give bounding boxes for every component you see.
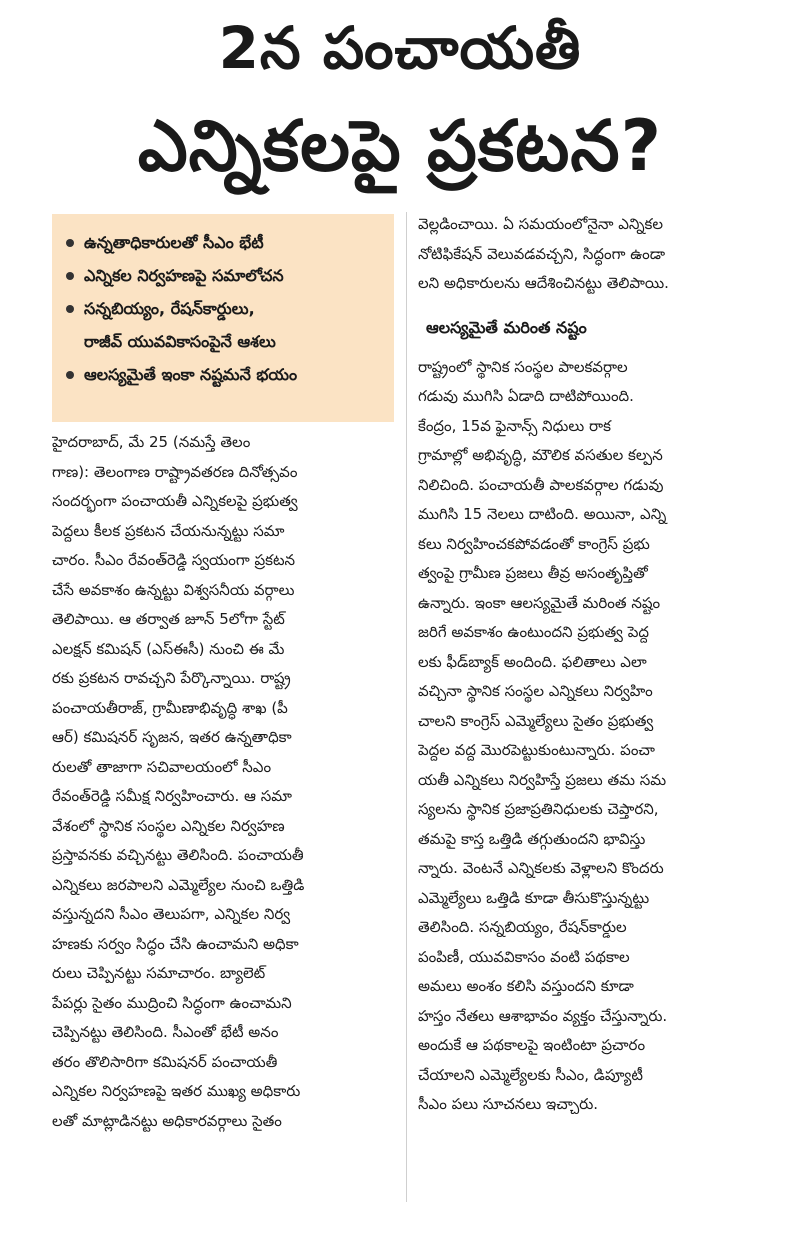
text-line: నోటిఫికేషన్ వెలువడవచ్చని, సిద్ధంగా ఉండా <box>418 244 666 263</box>
highlight-item <box>64 325 384 358</box>
text-line: రకు ప్రకటన రావచ్చని పేర్కొన్నాయి. రాష్ట్ర <box>52 669 291 687</box>
highlight-text: సన్నబియ్యం, రేషన్‌కార్డులు, <box>84 299 255 318</box>
text-line: చేసే అవకాశం ఉన్నట్టు విశ్వసనీయ వర్గాలు <box>52 580 295 599</box>
highlight-item <box>64 292 384 325</box>
right-column-body <box>418 353 778 1120</box>
text-line: గడువు ముగిసి ఏడాది దాటిపోయింది. <box>418 387 634 405</box>
headline <box>0 0 800 205</box>
text-line: ప్రస్తావనకు వచ్చినట్టు తెలిసింది. పంచాయతీ <box>52 846 304 864</box>
text-line: యతీ ఎన్నికలు నిర్వహిస్తే ప్రజలు తమ సమ <box>418 770 667 789</box>
subheading: ఆలస్యమైతే మరింత నష్టం <box>426 317 587 337</box>
left-column <box>52 428 410 1136</box>
text-line: తరం తొలిసారిగా కమిషనర్ పంచాయతీ <box>52 1052 278 1071</box>
text-line: హైదరాబాద్, మే 25 (నమస్తే తెలం <box>52 433 251 451</box>
text-line: సీఎం పలు సూచనలు ఇచ్చారు. <box>418 1095 599 1113</box>
text-line: వచ్చినా స్థానిక సంస్థల ఎన్నికలు నిర్వహిం <box>418 682 653 700</box>
text-line: చేయాలని ఎమ్మెల్యేలకు సీఎం, డిప్యూటీ <box>418 1065 643 1084</box>
text-line: తెలిసింది. సన్నబియ్యం, రేషన్‌కార్డుల <box>418 918 627 936</box>
highlight-item <box>64 226 384 259</box>
text-line: లతో మాట్లాడినట్టు అధికారవర్గాలు సైతం <box>52 1111 282 1130</box>
text-line: త్వంపై గ్రామీణ ప్రజలు తీవ్ర అసంతృప్తితో <box>418 564 648 582</box>
text-line: నిలిచింది. పంచాయతీ పాలకవర్గాల గడువు <box>418 475 664 494</box>
text-line: వెల్లడించాయి. ఏ సమయంలోనైనా ఎన్నికల <box>418 215 663 233</box>
highlights-box <box>52 214 394 422</box>
right-column-top <box>418 210 778 299</box>
text-line: హణకు సర్వం సిద్ధం చేసి ఉంచామని అధికా <box>52 934 299 953</box>
text-line: స్యలను స్థానిక ప్రజాప్రతినిధులకు చెప్తారని, <box>418 800 659 818</box>
highlight-text: ఆలస్యమైతే ఇంకా నష్టమనే భయం <box>84 365 298 384</box>
text-line: కలు నిర్వహించకపోవడంతో కాంగ్రెస్ ప్రభు <box>418 534 650 553</box>
headline-line-2: ఎన్నికలపై ప్రకటన? <box>137 105 663 187</box>
text-line: లని అధికారులను ఆదేశించినట్టు తెలిపాయి. <box>418 274 669 292</box>
highlights-list <box>64 226 384 391</box>
text-line: ఉన్నారు. ఇంకా ఆలస్యమైతే మరింత నష్టం <box>418 593 661 612</box>
text-line: చారం. సీఎం రేవంత్‌రెడ్డి స్వయంగా ప్రకటన <box>52 551 296 569</box>
headline-line-1: 2న పంచాయతీ <box>218 14 582 82</box>
text-line: సందర్భంగా పంచాయతీ ఎన్నికలపై ప్రభుత్వ <box>52 492 298 510</box>
text-line: ఎన్నికలు జరపాలని ఎమ్మెల్యేల నుంచి ఒత్తిడి <box>52 875 305 894</box>
text-line: చాలని కాంగ్రెస్ ఎమ్మెల్యేలు సైతం ప్రభుత్వ <box>418 711 654 730</box>
text-line: కేంద్రం, 15వ ఫైనాన్స్ నిధులు రాక <box>418 416 611 435</box>
text-line: వేశంలో స్థానిక సంస్థల ఎన్నికల నిర్వహణ <box>52 816 285 835</box>
text-line: వస్తున్నదని సీఎం తెలుపగా, ఎన్నికల నిర్వ <box>52 905 291 923</box>
text-line: రులతో తాజాగా సచివాలయంలో సీఎం <box>52 757 272 776</box>
text-line: చెప్పినట్టు తెలిసింది. సీఎంతో భేటీ అనం <box>52 1023 279 1041</box>
text-line: న్నారు. వెంటనే ఎన్నికలకు వెళ్లాలని కొందరు <box>418 859 664 877</box>
text-line: రులు చెప్పినట్టు సమాచారం. బ్యాలెట్ <box>52 964 266 982</box>
text-line: ముగిసి 15 నెలలు దాటింది. అయినా, ఎన్ని <box>418 505 667 523</box>
text-line: ఆర్) కమిషనర్ సృజన, ఇతర ఉన్నతాధికా <box>52 728 292 746</box>
highlight-text: ఉన్నతాధికారులతో సీఎం భేటీ <box>84 233 264 252</box>
text-line: పెద్దలు కీలక ప్రకటన చేయనున్నట్టు సమా <box>52 521 285 540</box>
text-line: పేపర్లు సైతం ముద్రించి సిద్ధంగా ఉంచామని <box>52 993 292 1012</box>
bullet-icon <box>66 371 74 379</box>
bullet-icon <box>66 272 74 280</box>
text-line: తెలిపాయి. ఆ తర్వాత జూన్ 5లోగా స్టేట్ <box>52 610 285 628</box>
text-line: గాణ): తెలంగాణ రాష్ట్రావతరణ దినోత్సవం <box>52 462 298 481</box>
highlight-item <box>64 259 384 292</box>
text-line: పెద్దల వద్ద మొరపెట్టుకుంటున్నారు. పంచా <box>418 741 655 759</box>
text-line: పంపిణీ, యువవికాసం వంటి పథకాల <box>418 947 630 966</box>
text-line: హస్తం నేతలు ఆశాభావం వ్యక్తం చేస్తున్నారు. <box>418 1006 668 1025</box>
text-line: అందుకే ఆ పథకాలపై ఇంటింటా ప్రచారం <box>418 1036 646 1054</box>
text-line: ఎన్నికల నిర్వహణపై ఇతర ముఖ్య అధికారు <box>52 1082 301 1100</box>
text-line: రాష్ట్రంలో స్థానిక సంస్థల పాలకవర్గాల <box>418 357 628 376</box>
text-line: గ్రామాల్లో అభివృద్ధి, మౌలిక వసతుల కల్పన <box>418 446 663 464</box>
bullet-icon <box>66 239 74 247</box>
text-line: లకు ఫీడ్‌బ్యాక్ అందింది. ఫలితాలు ఎలా <box>418 652 647 671</box>
text-line: ఎలక్షన్ కమిషన్ (ఎస్ఈసీ) నుంచి ఈ మే <box>52 639 285 658</box>
right-column <box>418 210 778 1120</box>
highlight-text: రాజీవ్ యువవికాసంపైనే ఆశలు <box>84 332 276 351</box>
text-line: తమపై కాస్త ఒత్తిడి తగ్గుతుందని భావిస్తు <box>418 829 646 848</box>
bullet-icon <box>66 305 74 313</box>
text-line: ఎమ్మెల్యేలు ఒత్తిడి కూడా తీసుకొస్తున్నట్టు <box>418 888 650 907</box>
highlight-text: ఎన్నికల నిర్వహణపై సమాలోచన <box>84 266 284 285</box>
text-line: రేవంత్‌రెడ్డి సమీక్ష నిర్వహించారు. ఆ సమా <box>52 787 292 805</box>
text-line: పంచాయతీరాజ్, గ్రామీణాభివృద్ధి శాఖ (పీ <box>52 698 288 717</box>
text-line: జరిగే అవకాశం ఉంటుందని ప్రభుత్వ పెద్ద <box>418 623 649 641</box>
highlight-item <box>64 358 384 391</box>
text-line: అమలు అంశం కలిసి వస్తుందని కూడా <box>418 977 634 995</box>
